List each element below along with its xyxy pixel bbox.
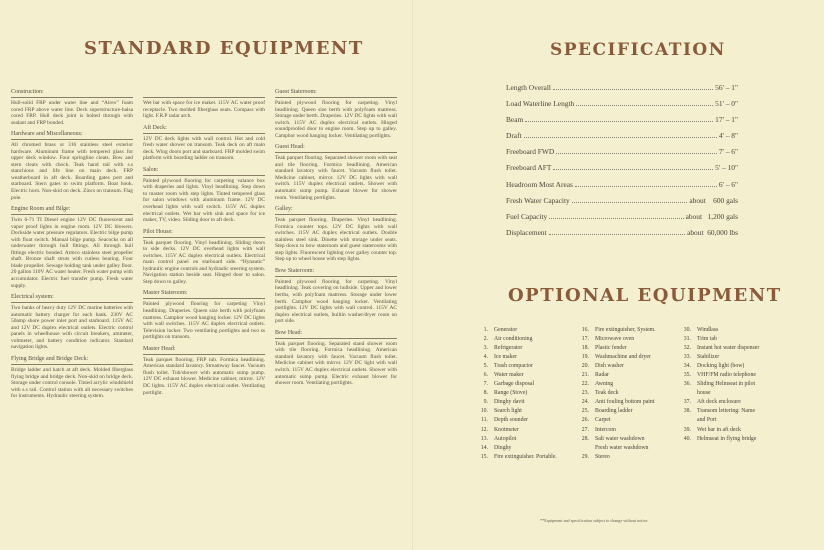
spec-row <box>506 180 738 196</box>
standard-column-1 <box>11 88 133 404</box>
spec-value: 5' – 10" <box>715 163 738 173</box>
item-number: 3. <box>483 345 488 352</box>
spec-label: Length Overall <box>506 83 551 92</box>
item-number: 9. <box>483 399 488 406</box>
item-number: 11. <box>480 417 488 424</box>
spec-value: 56' – 1" <box>715 83 738 92</box>
optional-column-1 <box>476 326 576 462</box>
equipment-section <box>11 88 133 126</box>
section-title: Guest Head: <box>275 143 397 153</box>
item-text: Air conditioning <box>494 336 533 343</box>
item-text: Depth sounder <box>494 417 528 424</box>
list-item <box>476 398 576 407</box>
list-item <box>577 335 677 344</box>
list-item <box>679 380 819 389</box>
item-number: 1. <box>483 327 488 333</box>
list-item <box>476 435 576 444</box>
spec-row <box>506 147 738 163</box>
item-number: 25. <box>581 408 589 415</box>
item-number: 19. <box>581 354 589 361</box>
spec-label: Fresh Water Capacity <box>506 195 570 205</box>
list-item <box>476 453 576 462</box>
item-text: Wet bar in aft deck <box>697 426 741 433</box>
equipment-section <box>11 293 133 351</box>
spec-row <box>506 83 738 99</box>
leader-dots <box>556 153 717 154</box>
item-number: 37. <box>683 399 691 406</box>
list-item <box>577 435 677 444</box>
list-item <box>577 371 677 380</box>
list-item <box>679 416 819 425</box>
section-body: Teak parquet flooring. Separated stand shower room with tile flooring. Formica headlining. American standard lavatory with faucet. Vacuum flush toilet. Medicine cabinet with mirror. 12V DC light with wall switch. 115V AC duplex electrical outlets. Shower with automatic sump pump. Electric exhaust blower for shower room. Ventilating portlights. <box>275 340 397 387</box>
section-title: Electrical system: <box>11 293 133 303</box>
standard-column-2 <box>143 88 265 400</box>
section-body: Teak parquet flooring. Draperies. Vinyl headlining. Formica counter tops. 12V DC lights with wall switches. 115V AC duplex electrical outlets. Double stainless steel sink. Dinette with storage under seats. Step down to bow stateroom and guest staterooms with step lights. Fluorescent lighting over galley counter top. Step up to wheel house with step lights. <box>275 217 397 263</box>
item-text: Stabilizer <box>697 354 720 361</box>
section-body: Bridge ladder and hatch at aft deck. Molded fiberglass flying bridge and bridge deck. Non-skid on bridge deck. Storage under control console. Tinted acrylic windshield with s.s rail. Control station with all necessary switches for instruments. Hydraulic steering system. <box>11 366 134 400</box>
spec-row <box>506 163 738 179</box>
equipment-section <box>11 205 133 289</box>
item-text: Carpet <box>595 417 611 424</box>
list-item <box>679 371 819 380</box>
list-item <box>476 444 576 453</box>
spec-value: about 60,000 lbs <box>687 227 738 237</box>
leader-dots <box>576 105 713 106</box>
list-item <box>476 326 576 335</box>
equipment-section <box>275 143 397 201</box>
list-item <box>577 426 677 435</box>
item-text: house <box>697 390 711 397</box>
item-number: 8. <box>483 390 488 397</box>
spec-label: Freeboard AFT <box>506 163 552 173</box>
section-body: Painted plywood flooring for carpeting. Vinyl headlining. Teak covering on hullside. Upper and lower berths, with polyfoam mattress. Storage under lower berth. Camphor wood hanging locker. Ventilating portlights. 12V DC lights with wall control. 115V AC duplex electrical outlets, builtin washer/dryer room on port side. <box>275 278 397 325</box>
item-text: Water maker <box>494 372 524 379</box>
item-number: 22. <box>581 381 589 388</box>
list-item <box>679 335 819 344</box>
section-body: Teak parquet flooring. Vinyl headlining. Sliding doors to side decks. 12V DC overhead lights with wall switches. 115V AC duplex electrical outlets. Electrical main control panel on starboard side. “Hynautic” hydraulic engine controls and hydraulic steering system. Navigation station beside seat. Hinged door to salon. Step down to galley. <box>143 239 265 285</box>
item-number <box>679 389 697 398</box>
leader-dots <box>549 234 685 235</box>
item-text: Docking light (bow) <box>697 363 745 370</box>
list-item <box>476 344 576 353</box>
leader-dots <box>553 89 713 90</box>
item-text: Search light <box>494 408 522 415</box>
item-number: 23. <box>581 390 589 397</box>
list-item <box>476 389 576 398</box>
spec-row <box>506 115 738 131</box>
section-title: Master Head: <box>143 345 265 355</box>
optional-column-3 <box>679 326 819 444</box>
item-text: Autopilot <box>494 435 517 442</box>
spec-label: Displacement <box>506 227 547 237</box>
item-text: Sliding Helmseat in pilot <box>697 381 756 388</box>
item-number: 12. <box>480 426 488 433</box>
item-number: 32. <box>683 345 691 352</box>
section-title: Flying Bridge and Bridge Deck: <box>11 355 133 365</box>
spec-row <box>506 228 738 244</box>
equipment-section <box>275 329 397 387</box>
leader-dots <box>549 218 683 219</box>
list-item <box>679 435 819 444</box>
item-text: Plastic fender <box>595 345 627 352</box>
section-body: Painted plywood flooring for carpeting valance box with draperies and lights. Vinyl headlining. Step down to master room with step lights. Tinted tempered glass for salon windows with aluminum frame. 12V DC overhead lights with wall switch. 115V AC duplex electrical outlets. Wet bar with sink and space for ice maker, TV, video. Sliding door to aft deck. <box>143 177 265 224</box>
leader-dots <box>525 121 713 122</box>
list-item <box>679 389 819 398</box>
item-text: Anti fouling bottom paint <box>595 399 655 406</box>
list-item <box>577 326 677 335</box>
equipment-section <box>275 88 397 139</box>
list-item <box>476 380 576 389</box>
spec-value: 6' – 6" <box>718 179 738 189</box>
list-item <box>476 335 576 344</box>
spec-label: Load Waterline Length <box>506 99 575 109</box>
item-number: 10. <box>480 408 488 415</box>
section-body: Hull-solid FRP under water line and “Airex” foam cored FRP above water line. Deck superstructure-balsa cored FRP. Hull deck joint is bolted through with sealant and FRP bonded. <box>11 100 133 126</box>
section-title: Hardware and Miscellaneous: <box>11 130 133 140</box>
optional-column-2 <box>577 326 677 462</box>
section-body: Painted plywood flooring for carpeting Vinyl headlining. Draperies. Queen size berth with polyfoam mattress. Camphor wood hanging locker. 12V DC lights with wall switches. 115V AC duplex electrical outlets. Television locker. Two ventilating portlights and two ss portlights on transom. <box>143 301 265 341</box>
equipment-section <box>143 345 265 396</box>
equipment-section <box>143 228 265 286</box>
list-item <box>577 389 677 398</box>
item-text: Awning <box>595 381 614 388</box>
item-number: 24. <box>581 399 589 406</box>
item-number: 14. <box>480 444 488 451</box>
spec-value: 51' – 0" <box>715 99 738 109</box>
item-text: Fire extinguisher. Portable. <box>494 453 557 460</box>
item-text: Fresh water washdown <box>595 444 649 451</box>
item-text: Trim tab <box>697 336 717 343</box>
leader-dots <box>553 169 713 170</box>
spec-row <box>506 212 738 228</box>
list-item <box>679 407 819 416</box>
equipment-section <box>11 355 133 400</box>
section-title: Pilot House: <box>143 228 265 238</box>
item-number: 26. <box>581 417 589 424</box>
item-number: 21. <box>581 372 589 379</box>
list-item <box>577 453 677 462</box>
item-text: Refrigerator <box>494 345 523 352</box>
list-item <box>476 353 576 362</box>
item-text: Range (Stove) <box>494 390 528 397</box>
section-body: Painted plywood flooring for carpeting. Vinyl headlining. Queen size berth with polyfoam mattress. Storage under berth. Draperies. 12V DC lights with wall switch. 115V AC duplex electrical outlets. Hinged soundproofed door to engine room. Step up to galley. Camphor wood hanging locker. Ventilating portlights. <box>275 100 397 139</box>
list-item <box>679 344 819 353</box>
spec-label: Draft <box>506 131 522 141</box>
item-text: Aft deck enclosure <box>697 399 741 406</box>
item-number: 20. <box>581 363 589 370</box>
section-title: Bow Stateroom: <box>275 267 397 277</box>
list-item <box>577 344 677 353</box>
item-text: Trash compactor <box>494 363 533 370</box>
list-item <box>679 353 819 362</box>
list-item <box>577 398 677 407</box>
item-number: 30. <box>683 327 691 333</box>
item-number: 18. <box>581 345 589 352</box>
item-number: 40. <box>683 435 691 442</box>
list-item <box>476 371 576 380</box>
list-item <box>476 416 576 425</box>
equipment-section <box>275 205 397 263</box>
item-number: 28. <box>581 435 589 442</box>
section-title: Engine Room and Bilge: <box>11 205 133 215</box>
spec-row <box>506 131 738 147</box>
section-title <box>143 88 265 98</box>
section-body: All chromed brass or 316 stainless steel exterior hardware. Aluminum frame with tempered glass for upper deck window. Four springline cleats. Bow and stern cleats with chock. Teak hand rail with s.s stanchions and life line on main deck. FRP weatherboard in aft deck. Boarding gates port and starboard. Stern gates to swim platform. Boat hook. Electric horn. Non-skid on deck. Zincs on transom. Flag pole. <box>11 142 133 201</box>
item-text: Generator <box>494 327 518 333</box>
item-number: 38. <box>683 408 691 415</box>
item-text: Dish washer <box>595 363 624 370</box>
item-text: Intercom <box>595 426 616 433</box>
list-item <box>577 353 677 362</box>
item-text: Instant hot water dispenser <box>697 345 760 352</box>
list-item <box>679 362 819 371</box>
section-title: Salon: <box>143 166 265 176</box>
list-item <box>679 398 819 407</box>
equipment-section <box>143 88 265 120</box>
item-number: 34. <box>683 363 691 370</box>
section-title: Bow Head: <box>275 329 397 339</box>
item-text: Stereo <box>595 453 610 460</box>
section-body: Teak parquet flooring. Separated shower room with seat and tile flooring. Formica headlining. American standard lavatory with faucet. Vacuum flush toilet. Medicine cabinet, mirror. 12V DC lights with wall switch. 115V duplex electrical outlets. Shower with automatic sump pump. Exhaust blower for shower room. Ventilating portlights. <box>275 155 397 201</box>
optional-equipment-title: OPTIONAL EQUIPMENT <box>508 285 782 306</box>
item-text: Washmachine and dryer <box>595 354 651 361</box>
spec-label: Fuel Capacity <box>506 211 548 221</box>
list-item <box>476 426 576 435</box>
item-number: 27. <box>581 426 589 433</box>
leader-dots <box>572 202 688 203</box>
list-item <box>679 326 819 335</box>
item-text: VHF/FM radio telephone <box>697 372 756 379</box>
item-text: Garbage disposal <box>494 381 535 388</box>
item-number: 5. <box>483 363 488 370</box>
item-text: Windlass <box>697 327 719 333</box>
spec-value: 4' – 8" <box>718 131 738 141</box>
item-text: Dinghy <box>494 444 512 451</box>
item-number: 17. <box>581 336 589 343</box>
list-item <box>577 362 677 371</box>
spec-row <box>506 196 738 212</box>
list-item <box>476 407 576 416</box>
spec-value: 7' – 6" <box>718 147 738 157</box>
equipment-section <box>143 289 265 340</box>
section-body: Teak parquet flooring. FRP tub. Formica headlining. American standard lavatory. Streamway faucet. Vacuum flush toilet. Tub/shower with automatic sump pump. 12V DC exhaust blower. Medicine cabinet, mirror. 12V DC lights. 115V AC duplex electrical outlet. Ventilating portlight. <box>143 356 265 396</box>
spec-value: about 1,200 gals <box>685 211 738 221</box>
item-text: and Port <box>697 417 717 424</box>
item-number: 6. <box>483 372 488 379</box>
item-number: 15. <box>480 453 488 460</box>
item-number: 2. <box>483 336 488 343</box>
item-number: 7. <box>483 381 488 388</box>
item-number: 16. <box>581 327 589 333</box>
item-text: Transom lettering: Name <box>697 408 756 415</box>
spec-label: Headroom Most Areas <box>506 179 573 189</box>
item-text: Fire extinguisher, System. <box>595 327 656 333</box>
list-item <box>476 362 576 371</box>
spec-row <box>506 99 738 115</box>
item-number: 36. <box>683 381 691 388</box>
item-number: 13. <box>480 435 488 442</box>
section-body: 12V DC deck lights with wall control. Hot and cold fresh water shower on transom. Teak deck on aft main deck. Wing doors port and starboard. FRP molded swim platform with boarding ladder on transom. <box>143 135 265 162</box>
item-text: Helmseat in flying bridge <box>697 435 757 442</box>
leader-dots <box>575 186 717 187</box>
spec-label: Beam <box>506 115 524 125</box>
section-body: Two banks of heavy duty 12V DC marine batteries with automatic battery charger for each bank. 230V AC 50amp shore power inlet port and starboard. 115V AC and 12V DC duplex electrical outlets. Electric control panels in wheelhouse with circuit breakers, ammeter, voltmeter, and battery condition indicator. Standard navigation lights. <box>11 305 133 351</box>
item-number: 31. <box>683 336 691 343</box>
item-text: Radar <box>595 372 609 379</box>
item-number <box>679 416 697 425</box>
item-text: Dinghy davit <box>494 399 525 406</box>
section-body: Twin 6-71 TI Diesel engine 12V DC fluorescent and vapor proof lights in engine room. 12V DC blowers. Dockside water pressure regulators. Electric bilge pump with float switch. Manual bilge pump. Seacocks on all underwater through hull fittings. All through hull fittings electric bonded. Armco stainless steel propeller shaft. Bronze shaft struts with cutless bearing. Four blade propeller. Sewage holding tank under galley floor. 20 gallon 110V AC water heater. Fresh water pump with accumulator. Electric fuel transfer pump. Fresh water supply. <box>11 217 133 289</box>
list-item <box>577 416 677 425</box>
right-page <box>414 0 824 550</box>
item-number: 35. <box>683 372 691 379</box>
list-item <box>577 380 677 389</box>
item-number: 29. <box>581 453 589 460</box>
section-title: Master Stateroom: <box>143 289 265 299</box>
section-title: Galley: <box>275 205 397 215</box>
standard-equipment-title: STANDARD EQUIPMENT <box>84 38 364 59</box>
footnote: **Equipment and specification subject to change without notice. <box>540 518 649 523</box>
item-text: Knotmeter <box>494 426 519 433</box>
item-text: Microwave oven <box>595 336 635 343</box>
specification-list <box>506 83 738 244</box>
equipment-section <box>143 166 265 224</box>
item-number: 4. <box>483 354 488 361</box>
spec-value: about 600 gals <box>689 195 738 205</box>
list-item <box>679 426 819 435</box>
item-text: Teak deck <box>595 390 619 397</box>
item-number: 33. <box>683 354 691 361</box>
item-text: Ice maker <box>494 354 518 361</box>
section-body: Wet bar with space for ice maker. 115V AC water proof receptacle. Two molded fiberglass seats. Compass with light. F.R.P radar arch. <box>143 100 265 120</box>
list-item <box>577 444 677 453</box>
equipment-section <box>143 124 265 162</box>
item-text: Boarding ladder <box>595 408 633 415</box>
spec-value: 17' – 1" <box>715 115 738 125</box>
standard-column-3 <box>275 88 397 391</box>
item-number <box>577 444 595 453</box>
list-item <box>577 407 677 416</box>
section-title: Construction: <box>11 88 133 98</box>
equipment-section <box>275 267 397 325</box>
specification-title: SPECIFICATION <box>550 40 726 60</box>
section-title: Guest Stateroom: <box>275 88 397 98</box>
equipment-section <box>11 130 133 201</box>
section-title: Aft Deck: <box>143 124 265 134</box>
item-number: 39. <box>683 426 691 433</box>
item-text: Salt water washdown <box>595 435 645 442</box>
leader-dots <box>524 137 717 138</box>
spec-label: Freeboard FWD <box>506 147 555 157</box>
